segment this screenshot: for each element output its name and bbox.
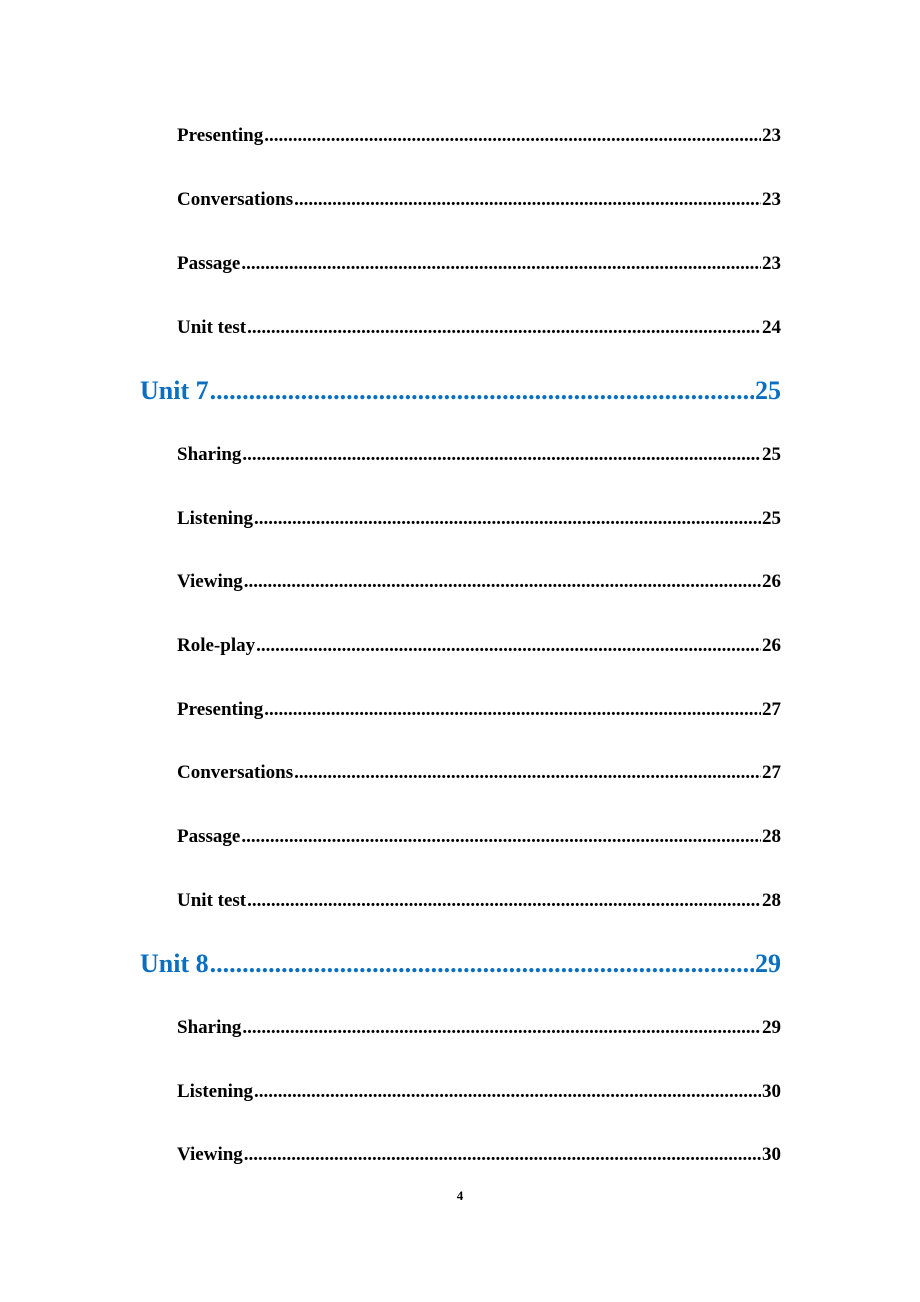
toc-entry-page: 30 xyxy=(762,1144,781,1165)
toc-entry[interactable] xyxy=(177,634,781,658)
toc-entry[interactable] xyxy=(177,698,781,722)
toc-entry-page: 29 xyxy=(762,1017,781,1038)
toc-leader-dots xyxy=(241,825,761,849)
toc-leader-dots xyxy=(244,570,761,594)
toc-leader-dots xyxy=(264,698,761,722)
toc-entry-label: Passage xyxy=(177,826,241,847)
toc-entry[interactable] xyxy=(177,1080,781,1104)
toc-leader-dots xyxy=(254,1080,761,1104)
toc-entry[interactable] xyxy=(177,889,781,913)
toc-unit-page: 29 xyxy=(755,949,781,978)
toc-entry-label: Role-play xyxy=(177,635,256,656)
toc-unit-label: Unit 7 xyxy=(140,376,209,405)
toc-unit-heading[interactable] xyxy=(140,948,781,980)
toc-entry[interactable] xyxy=(177,570,781,594)
toc-entry[interactable] xyxy=(177,761,781,785)
toc-entry-label: Unit test xyxy=(177,890,247,911)
toc-leader-dots xyxy=(247,316,761,340)
toc-entry-page: 27 xyxy=(762,699,781,720)
toc-entry[interactable] xyxy=(177,188,781,212)
toc-leader-dots xyxy=(254,507,761,531)
toc-entry-page: 28 xyxy=(762,826,781,847)
toc-entry-label: Listening xyxy=(177,1081,254,1102)
toc-entry-label: Presenting xyxy=(177,699,264,720)
toc-unit-heading[interactable] xyxy=(140,375,781,407)
toc-entry-label: Conversations xyxy=(177,189,294,210)
toc-entry-page: 24 xyxy=(762,317,781,338)
toc-entry-label: Unit test xyxy=(177,317,247,338)
toc-entry[interactable] xyxy=(177,825,781,849)
toc-entry[interactable] xyxy=(177,507,781,531)
toc-leader-dots xyxy=(210,375,754,407)
toc-entry-page: 23 xyxy=(762,189,781,210)
toc-entry-label: Passage xyxy=(177,253,241,274)
toc-leader-dots xyxy=(294,188,761,212)
toc-entry[interactable] xyxy=(177,124,781,148)
toc-entry-page: 25 xyxy=(762,444,781,465)
toc-entry-label: Presenting xyxy=(177,125,264,146)
toc-entry[interactable] xyxy=(177,1143,781,1167)
toc-entry-label: Listening xyxy=(177,508,254,529)
toc-entry-label: Sharing xyxy=(177,444,242,465)
toc-entry-label: Conversations xyxy=(177,762,294,783)
toc-leader-dots xyxy=(242,443,761,467)
toc-entry[interactable] xyxy=(177,316,781,340)
page-number-footer: 4 xyxy=(456,1188,464,1203)
toc-entry-page: 26 xyxy=(762,635,781,656)
toc-leader-dots xyxy=(294,761,761,785)
toc-leader-dots xyxy=(244,1143,761,1167)
toc-unit-label: Unit 8 xyxy=(140,949,209,978)
toc-entry-page: 28 xyxy=(762,890,781,911)
toc-entry[interactable] xyxy=(177,443,781,467)
toc-entry-page: 27 xyxy=(762,762,781,783)
toc-entry-label: Viewing xyxy=(177,571,243,592)
toc-entry-page: 26 xyxy=(762,571,781,592)
toc-entry-label: Viewing xyxy=(177,1144,243,1165)
toc-leader-dots xyxy=(241,252,761,276)
toc-entry-page: 23 xyxy=(762,125,781,146)
toc-entry-page: 25 xyxy=(762,508,781,529)
toc-leader-dots xyxy=(210,948,754,980)
toc-entry-page: 30 xyxy=(762,1081,781,1102)
toc-entry[interactable] xyxy=(177,1016,781,1040)
toc-unit-page: 25 xyxy=(755,376,781,405)
toc-entry-page: 23 xyxy=(762,253,781,274)
toc-leader-dots xyxy=(242,1016,761,1040)
toc-leader-dots xyxy=(247,889,761,913)
toc-entry-label: Sharing xyxy=(177,1017,242,1038)
toc-leader-dots xyxy=(256,634,761,658)
toc-leader-dots xyxy=(264,124,761,148)
toc-entry[interactable] xyxy=(177,252,781,276)
